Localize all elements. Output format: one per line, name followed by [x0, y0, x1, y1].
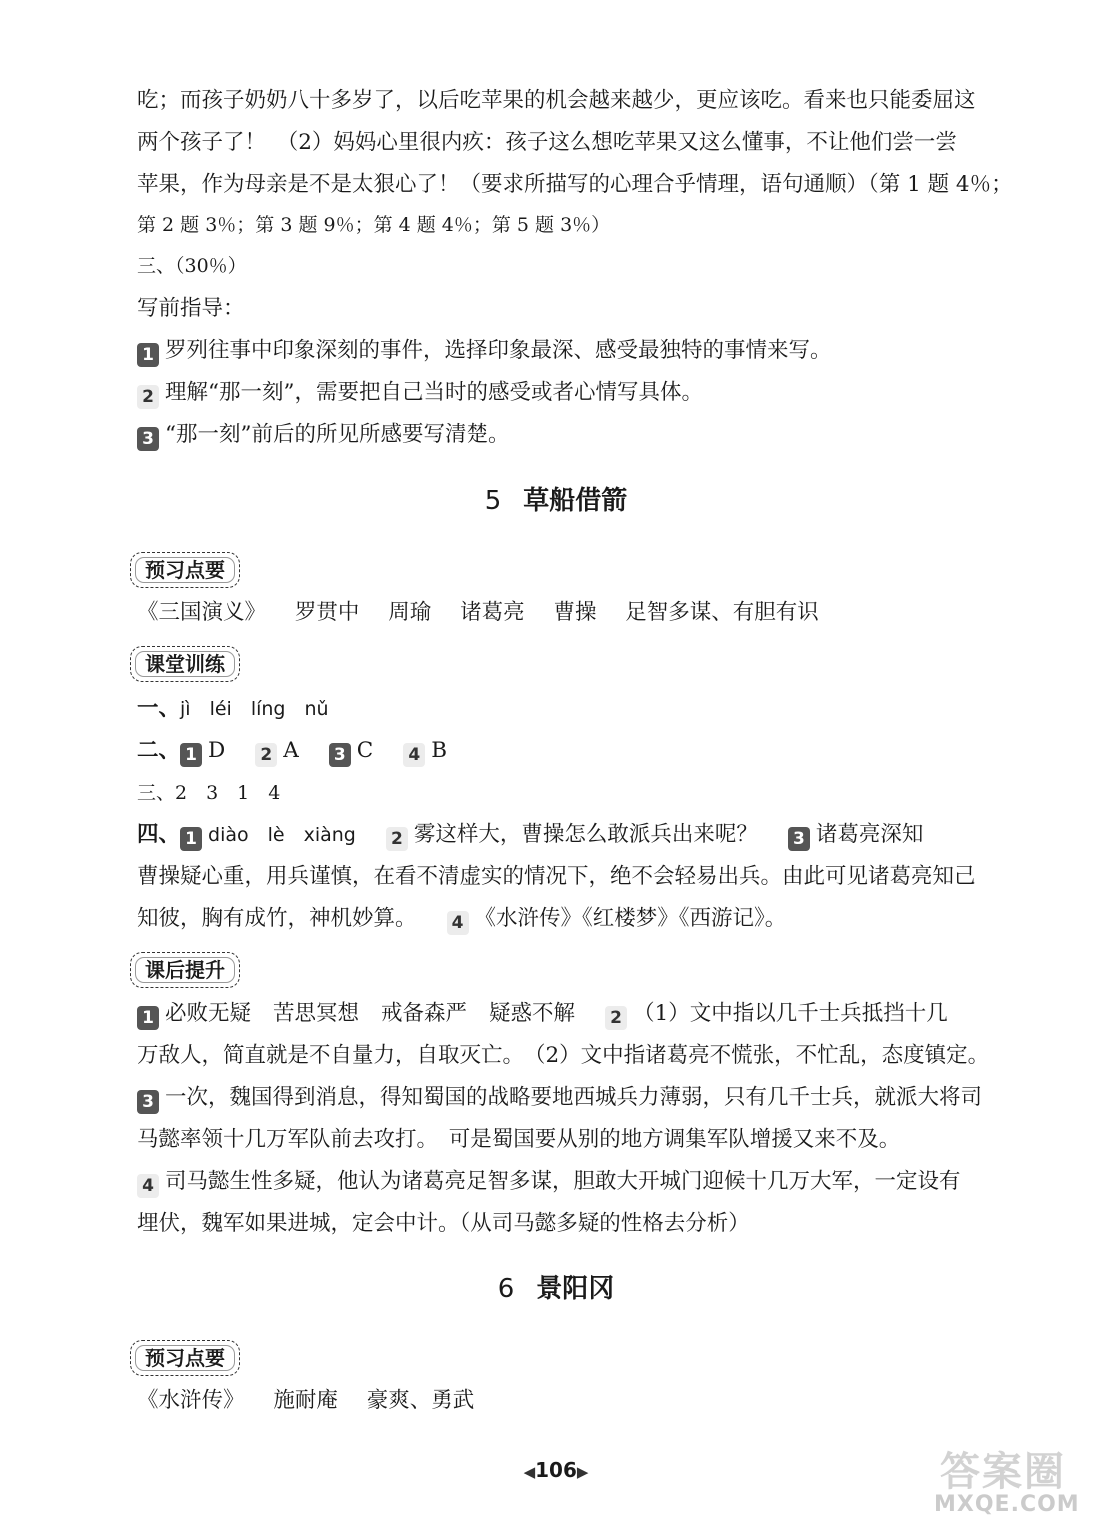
lesson-name: 景阳冈: [536, 1274, 615, 1304]
preview-item: 豪爽、勇武: [366, 1388, 475, 1413]
guide-text: 罗列往事中印象深刻的事件，选择印象最深、感受最独特的事情来写。: [165, 338, 832, 363]
guide-heading: 写前指导：: [137, 296, 245, 321]
answer-text: 疑惑不解: [489, 1001, 576, 1026]
preview-line: [137, 1386, 1037, 1416]
preview-item: 周瑜: [388, 600, 432, 625]
answer-text: （1）文中指以几千士兵抵挡十几: [633, 1001, 948, 1026]
choice-answer: C: [356, 738, 374, 763]
guide-item: [137, 378, 1037, 409]
number-badge: 1: [137, 1006, 159, 1030]
section-badge-preview: 预习点要: [130, 552, 240, 588]
answer-text: 司马懿生性多疑，他认为诸葛亮足智多谋，胆敢大开城门迎候十几万大军，一定设有: [165, 1169, 961, 1194]
lesson-number: 6: [497, 1274, 515, 1304]
number-badge: 2: [255, 743, 277, 767]
page-number-text: 106: [535, 1458, 577, 1482]
section-heading: 三、（30％）: [137, 255, 247, 277]
left-arrow-icon: ◀: [523, 1463, 536, 1481]
text-line: 第 2 题 3％；第 3 题 9％；第 4 题 4％；第 5 题 3％）: [137, 214, 611, 236]
text-line: 苹果，作为母亲是不是太狠心了！（要求所描写的心理合乎情理，语句通顺）（第 1 题 4％；: [137, 172, 1013, 197]
pinyin-answer: diào lè xiàng: [208, 824, 356, 846]
choice-answer: A: [283, 738, 299, 763]
choice-answer: B: [431, 738, 448, 763]
preview-item: 《水浒传》: [137, 1388, 245, 1413]
answer-line: [137, 1083, 1037, 1114]
number-badge: 2: [605, 1006, 627, 1030]
number-badge: 2: [386, 827, 408, 851]
question-label: 一、: [137, 696, 181, 721]
number-badge: 3: [137, 427, 159, 451]
section-badge-class: 课堂训练: [130, 646, 240, 682]
number-badge: 1: [137, 343, 159, 367]
lesson-title: [0, 480, 1112, 517]
guide-item: [137, 336, 1037, 367]
guide-text: “那一刻”前后的所见所感要写清楚。: [165, 422, 510, 447]
number-badge: 3: [137, 1090, 159, 1114]
answer-line: [137, 999, 1037, 1030]
answer-line: [137, 694, 1037, 724]
number-badge: 4: [137, 1174, 159, 1198]
answer-line: 万敌人，简直就是不自量力，自取灭亡。 （2）文中指诸葛亮不慌张，不忙乱，态度镇定。: [137, 1043, 990, 1068]
question-label: 二、: [137, 738, 181, 763]
text-line: 吃；而孩子奶奶八十多岁了，以后吃苹果的机会越来越少，更应该吃。看来也只能委屈这: [137, 88, 976, 113]
watermark-logo: [930, 1440, 1100, 1520]
number-badge: 4: [447, 911, 469, 935]
answer-line: [137, 904, 1037, 935]
answer-text: 《水浒传》《红楼梦》《西游记》。: [474, 906, 787, 931]
answer-text: 必败无疑: [165, 1001, 252, 1026]
preview-item: 《三国演义》: [137, 600, 267, 625]
number-badge: 3: [329, 743, 351, 767]
answer-text: 知彼，胸有成竹，神机妙算。: [137, 906, 417, 931]
number-badge: 2: [137, 385, 159, 409]
answer-line: 曹操疑心重，用兵谨慎，在看不清虚实的情况下，绝不会轻易出兵。由此可见诸葛亮知己: [137, 864, 976, 889]
answer-line: 马懿率领十几万军队前去攻打。 可是蜀国要从别的地方调集军队增援又来不及。: [137, 1127, 901, 1152]
preview-item: 足智多谋、有胆有识: [625, 600, 819, 625]
answer-text: 雾这样大，曹操怎么敢派兵出来呢？: [413, 822, 758, 847]
preview-line: [137, 598, 1037, 628]
preview-item: 罗贯中: [294, 600, 360, 625]
answer-line: [137, 736, 1037, 767]
lesson-number: 5: [484, 486, 502, 516]
number-badge: 3: [788, 827, 810, 851]
lesson-name: 草船借箭: [523, 486, 628, 516]
lesson-title: [0, 1268, 1112, 1305]
section-badge-after: 课后提升: [130, 952, 240, 988]
preview-item: 曹操: [553, 600, 597, 625]
number-badge: 4: [403, 743, 425, 767]
watermark-text: 答案圈: [940, 1449, 1066, 1495]
guide-text: 理解“那一刻”，需要把自己当时的感受或者心情写具体。: [165, 380, 703, 405]
answer-text: 诸葛亮深知: [815, 822, 924, 847]
pinyin-answer: jì léi líng nǔ: [180, 698, 329, 720]
answer-text: 苦思冥想: [273, 1001, 360, 1026]
answer-text: 一次，魏国得到消息，得知蜀国的战略要地西城兵力薄弱，只有几千士兵，就派大将司: [165, 1085, 983, 1110]
text-line: 两个孩子了！ （2）妈妈心里很内疚：孩子这么想吃苹果又这么懂事，不让他们尝一尝: [137, 130, 957, 155]
answer-line: 埋伏，魏军如果进城，定会中计。（从司马懿多疑的性格去分析）: [137, 1211, 750, 1236]
number-badge: 1: [180, 743, 202, 767]
watermark-url: MXQE.COM: [934, 1492, 1080, 1517]
answer-text: 戒备森严: [381, 1001, 468, 1026]
answer-line: [137, 820, 1037, 851]
section-badge-preview: 预习点要: [130, 1340, 240, 1376]
answer-line: 三、2 3 1 4: [137, 782, 281, 804]
preview-item: 诸葛亮: [460, 600, 525, 625]
number-badge: 1: [180, 827, 202, 851]
answer-line: [137, 1167, 1037, 1198]
right-arrow-icon: ▶: [576, 1463, 589, 1481]
guide-item: [137, 420, 1037, 451]
preview-item: 施耐庵: [273, 1388, 338, 1413]
choice-answer: D: [208, 738, 226, 763]
question-label: 四、: [137, 822, 181, 847]
